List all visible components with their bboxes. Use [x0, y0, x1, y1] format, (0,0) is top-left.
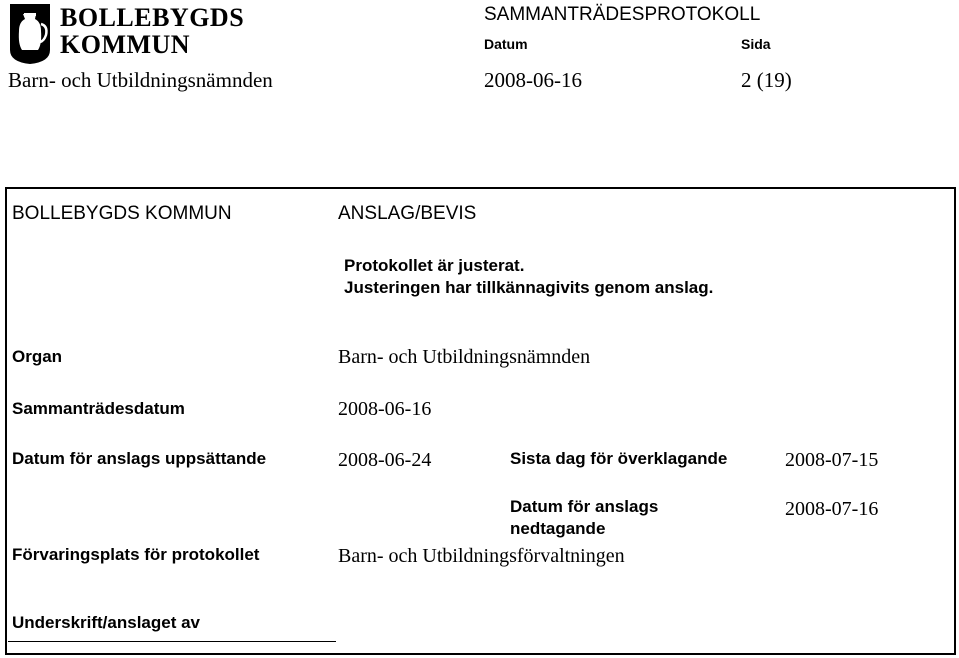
notice-line-1: Protokollet är justerat.	[344, 256, 525, 275]
organ-label: Organ	[12, 347, 63, 366]
removal-date-label-2: nedtagande	[510, 519, 606, 538]
appeal-deadline-value: 2008-07-15	[785, 449, 879, 471]
date-header-label: Datum	[484, 36, 528, 52]
notice-municipality: BOLLEBYGDS KOMMUN	[12, 203, 232, 224]
meeting-date-value: 2008-06-16	[338, 398, 432, 420]
committee-name: Barn- och Utbildningsnämnden	[8, 68, 273, 92]
appeal-deadline-label: Sista dag för överklagande	[510, 449, 728, 468]
municipality-logo	[8, 3, 245, 64]
page-header-label: Sida	[741, 36, 771, 52]
posting-date-value: 2008-06-24	[338, 449, 432, 471]
removal-date-label-1: Datum för anslags	[510, 497, 659, 516]
notice-title: ANSLAG/BEVIS	[338, 203, 477, 224]
posting-date-label: Datum för anslags uppsättande	[12, 449, 267, 468]
storage-value: Barn- och Utbildningsförvaltningen	[338, 545, 625, 567]
signature-line	[8, 641, 336, 642]
meeting-date-label: Sammanträdesdatum	[12, 399, 185, 418]
jug-emblem-icon	[8, 4, 52, 64]
removal-date-value: 2008-07-16	[785, 498, 879, 520]
logo-line-1: BOLLEBYGDS	[60, 3, 245, 32]
storage-label: Förvaringsplats för protokollet	[12, 545, 260, 564]
organ-value: Barn- och Utbildningsnämnden	[338, 346, 591, 368]
logo-wordmark	[60, 4, 244, 58]
notice-line-2: Justeringen har tillkännagivits genom anslag.	[344, 278, 714, 297]
logo-line-2: KOMMUN	[60, 30, 191, 59]
signature-label: Underskrift/anslaget av	[12, 613, 201, 632]
meeting-date: 2008-06-16	[484, 68, 582, 92]
page-number: 2 (19)	[741, 68, 792, 92]
document-type: SAMMANTRÄDESPROTOKOLL	[484, 4, 761, 25]
